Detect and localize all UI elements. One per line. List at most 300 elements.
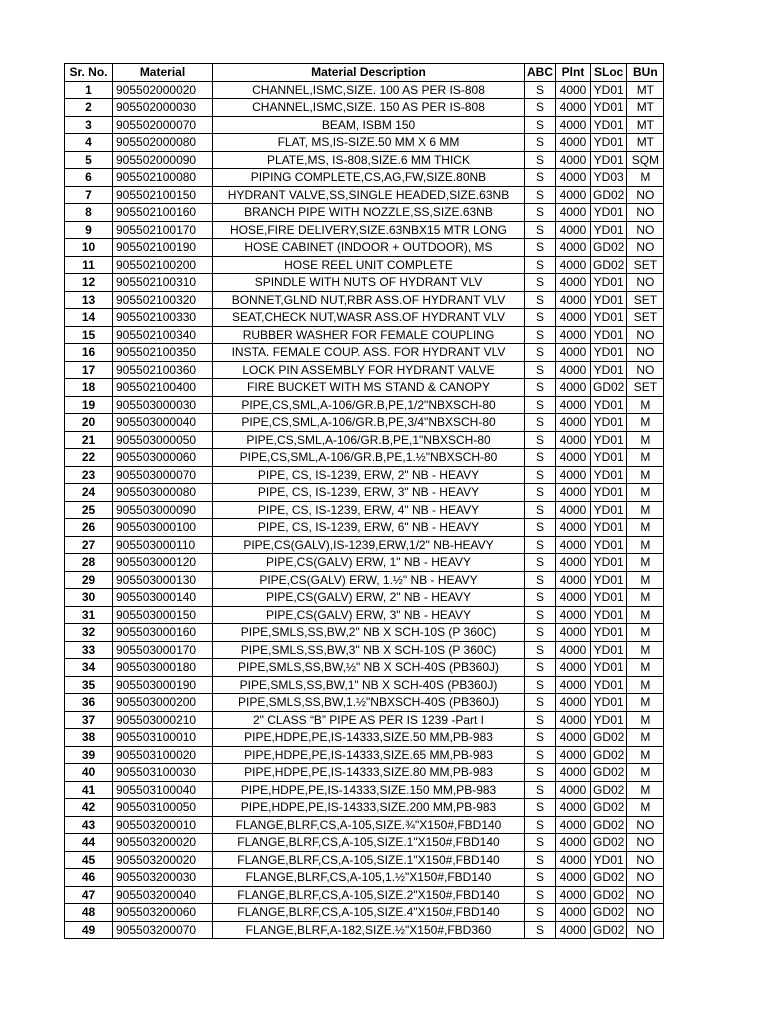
cell-bun: NO [627, 851, 664, 869]
cell-abc: S [525, 519, 556, 537]
table-row [65, 396, 664, 414]
cell-sr-no: 34 [65, 659, 113, 677]
cell-material: 905503100030 [113, 764, 213, 782]
cell-sr-no: 32 [65, 624, 113, 642]
header-material-description: Material Description [213, 64, 525, 82]
table-row [65, 151, 664, 169]
cell-material: 905503000150 [113, 606, 213, 624]
cell-sr-no: 7 [65, 186, 113, 204]
cell-plnt: 4000 [556, 589, 591, 607]
cell-plnt: 4000 [556, 834, 591, 852]
cell-bun: SET [627, 379, 664, 397]
cell-material: 905502000070 [113, 116, 213, 134]
cell-sr-no: 43 [65, 816, 113, 834]
cell-abc: S [525, 309, 556, 327]
cell-sloc: GD02 [591, 904, 627, 922]
cell-sr-no: 40 [65, 764, 113, 782]
cell-bun: NO [627, 221, 664, 239]
cell-material-description: FLANGE,BLRF,CS,A-105,SIZE.4"X150#,FBD140 [213, 904, 525, 922]
cell-abc: S [525, 431, 556, 449]
cell-sr-no: 45 [65, 851, 113, 869]
cell-sloc: YD01 [591, 501, 627, 519]
cell-sloc: GD02 [591, 379, 627, 397]
table-row [65, 221, 664, 239]
cell-sloc: GD02 [591, 746, 627, 764]
header-abc: ABC [525, 64, 556, 82]
table-row [65, 834, 664, 852]
cell-abc: S [525, 379, 556, 397]
cell-material: 905503000170 [113, 641, 213, 659]
cell-sr-no: 42 [65, 799, 113, 817]
cell-bun: NO [627, 361, 664, 379]
cell-material: 905502100340 [113, 326, 213, 344]
cell-sloc: YD01 [591, 291, 627, 309]
cell-material: 905503200020 [113, 851, 213, 869]
cell-abc: S [525, 151, 556, 169]
cell-bun: NO [627, 326, 664, 344]
cell-material-description: PIPE,SMLS,SS,BW,3" NB X SCH-10S (P 360C) [213, 641, 525, 659]
cell-sloc: YD03 [591, 169, 627, 187]
cell-plnt: 4000 [556, 396, 591, 414]
cell-plnt: 4000 [556, 274, 591, 292]
cell-abc: S [525, 694, 556, 712]
header-bun: BUn [627, 64, 664, 82]
cell-plnt: 4000 [556, 449, 591, 467]
cell-material-description: BONNET,GLND NUT,RBR ASS.OF HYDRANT VLV [213, 291, 525, 309]
cell-material-description: HOSE REEL UNIT COMPLETE [213, 256, 525, 274]
table-row [65, 204, 664, 222]
cell-plnt: 4000 [556, 239, 591, 257]
cell-sloc: YD01 [591, 344, 627, 362]
cell-bun: M [627, 589, 664, 607]
cell-material-description: PIPE,CS,SML,A-106/GR.B,PE,3/4"NBXSCH-80 [213, 414, 525, 432]
cell-abc: S [525, 921, 556, 939]
table-row [65, 764, 664, 782]
cell-abc: S [525, 169, 556, 187]
cell-bun: M [627, 694, 664, 712]
cell-bun: M [627, 519, 664, 537]
cell-material-description: PIPE,SMLS,SS,BW,1.½"NBXSCH-40S (PB360J) [213, 694, 525, 712]
cell-bun: M [627, 169, 664, 187]
table-row [65, 414, 664, 432]
cell-material-description: BRANCH PIPE WITH NOZZLE,SS,SIZE.63NB [213, 204, 525, 222]
table-row [65, 799, 664, 817]
cell-material: 905502100330 [113, 309, 213, 327]
cell-material-description: HOSE,FIRE DELIVERY,SIZE.63NBX15 MTR LONG [213, 221, 525, 239]
cell-material-description: HOSE CABINET (INDOOR + OUTDOOR), MS [213, 239, 525, 257]
cell-sr-no: 14 [65, 309, 113, 327]
cell-plnt: 4000 [556, 431, 591, 449]
cell-sr-no: 41 [65, 781, 113, 799]
cell-material-description: PIPE, CS, IS-1239, ERW, 6" NB - HEAVY [213, 519, 525, 537]
cell-sloc: YD01 [591, 134, 627, 152]
cell-abc: S [525, 344, 556, 362]
cell-sr-no: 17 [65, 361, 113, 379]
table-row [65, 624, 664, 642]
cell-material: 905503200040 [113, 886, 213, 904]
cell-sloc: YD01 [591, 361, 627, 379]
table-row [65, 99, 664, 117]
cell-sloc: YD01 [591, 414, 627, 432]
cell-sloc: YD01 [591, 624, 627, 642]
cell-material-description: PIPE,SMLS,SS,BW,1" NB X SCH-40S (PB360J) [213, 676, 525, 694]
cell-sr-no: 29 [65, 571, 113, 589]
cell-material-description: SEAT,CHECK NUT,WASR ASS.OF HYDRANT VLV [213, 309, 525, 327]
cell-material: 905503000180 [113, 659, 213, 677]
cell-bun: M [627, 711, 664, 729]
cell-material-description: FLANGE,BLRF,CS,A-105,1.½"X150#,FBD140 [213, 869, 525, 887]
cell-plnt: 4000 [556, 134, 591, 152]
cell-sloc: GD02 [591, 834, 627, 852]
cell-sloc: YD01 [591, 851, 627, 869]
cell-material-description: PIPE, CS, IS-1239, ERW, 3" NB - HEAVY [213, 484, 525, 502]
cell-abc: S [525, 781, 556, 799]
cell-material-description: INSTA. FEMALE COUP. ASS. FOR HYDRANT VLV [213, 344, 525, 362]
cell-plnt: 4000 [556, 484, 591, 502]
cell-material: 905502000090 [113, 151, 213, 169]
table-row [65, 431, 664, 449]
cell-bun: M [627, 571, 664, 589]
cell-sloc: GD02 [591, 729, 627, 747]
cell-sloc: GD02 [591, 816, 627, 834]
cell-material-description: PIPE,CS,SML,A-106/GR.B,PE,1"NBXSCH-80 [213, 431, 525, 449]
cell-material-description: PIPE,SMLS,SS,BW,2" NB X SCH-10S (P 360C) [213, 624, 525, 642]
cell-bun: MT [627, 81, 664, 99]
cell-sr-no: 38 [65, 729, 113, 747]
cell-bun: M [627, 641, 664, 659]
cell-material: 905503100050 [113, 799, 213, 817]
cell-sloc: GD02 [591, 886, 627, 904]
cell-plnt: 4000 [556, 816, 591, 834]
cell-material-description: FLAT, MS,IS-SIZE.50 MM X 6 MM [213, 134, 525, 152]
table-row [65, 501, 664, 519]
cell-sr-no: 47 [65, 886, 113, 904]
cell-material-description: HYDRANT VALVE,SS,SINGLE HEADED,SIZE.63NB [213, 186, 525, 204]
cell-plnt: 4000 [556, 81, 591, 99]
cell-abc: S [525, 361, 556, 379]
cell-sloc: YD01 [591, 536, 627, 554]
cell-sloc: YD01 [591, 449, 627, 467]
table-row [65, 484, 664, 502]
table-row [65, 886, 664, 904]
cell-sloc: YD01 [591, 99, 627, 117]
cell-sr-no: 37 [65, 711, 113, 729]
cell-material-description: PLATE,MS, IS-808,SIZE.6 MM THICK [213, 151, 525, 169]
cell-sloc: YD01 [591, 554, 627, 572]
cell-bun: NO [627, 344, 664, 362]
cell-sr-no: 13 [65, 291, 113, 309]
cell-sloc: GD02 [591, 781, 627, 799]
table-row [65, 326, 664, 344]
table-row [65, 344, 664, 362]
table-row [65, 186, 664, 204]
cell-sr-no: 20 [65, 414, 113, 432]
cell-abc: S [525, 396, 556, 414]
cell-plnt: 4000 [556, 221, 591, 239]
cell-sr-no: 26 [65, 519, 113, 537]
cell-material: 905502100150 [113, 186, 213, 204]
table-row [65, 816, 664, 834]
cell-sr-no: 39 [65, 746, 113, 764]
cell-sr-no: 16 [65, 344, 113, 362]
table-row [65, 274, 664, 292]
cell-sloc: GD02 [591, 186, 627, 204]
cell-material: 905503000140 [113, 589, 213, 607]
table-row [65, 869, 664, 887]
cell-sr-no: 27 [65, 536, 113, 554]
cell-sloc: GD02 [591, 869, 627, 887]
table-row [65, 309, 664, 327]
table-row [65, 291, 664, 309]
cell-material: 905503000080 [113, 484, 213, 502]
cell-abc: S [525, 834, 556, 852]
cell-material: 905503200020 [113, 834, 213, 852]
cell-material: 905502100080 [113, 169, 213, 187]
cell-sr-no: 36 [65, 694, 113, 712]
cell-sr-no: 10 [65, 239, 113, 257]
cell-sr-no: 49 [65, 921, 113, 939]
table-row [65, 606, 664, 624]
cell-plnt: 4000 [556, 781, 591, 799]
cell-bun: M [627, 659, 664, 677]
cell-sr-no: 25 [65, 501, 113, 519]
cell-abc: S [525, 414, 556, 432]
cell-sloc: YD01 [591, 694, 627, 712]
cell-material-description: PIPE,CS(GALV) ERW, 1.½" NB - HEAVY [213, 571, 525, 589]
cell-bun: M [627, 554, 664, 572]
cell-sr-no: 2 [65, 99, 113, 117]
cell-sloc: YD01 [591, 466, 627, 484]
header-plnt: Plnt [556, 64, 591, 82]
cell-abc: S [525, 869, 556, 887]
cell-abc: S [525, 554, 556, 572]
cell-sr-no: 24 [65, 484, 113, 502]
cell-material: 905502100350 [113, 344, 213, 362]
cell-bun: M [627, 729, 664, 747]
cell-material: 905503000090 [113, 501, 213, 519]
cell-abc: S [525, 816, 556, 834]
cell-bun: NO [627, 904, 664, 922]
cell-plnt: 4000 [556, 186, 591, 204]
cell-material: 905502100310 [113, 274, 213, 292]
cell-material: 905503200010 [113, 816, 213, 834]
cell-abc: S [525, 886, 556, 904]
cell-sloc: YD01 [591, 151, 627, 169]
table-row [65, 781, 664, 799]
cell-bun: SQM [627, 151, 664, 169]
cell-bun: M [627, 396, 664, 414]
cell-material-description: PIPE,HDPE,PE,IS-14333,SIZE.150 MM,PB-983 [213, 781, 525, 799]
cell-plnt: 4000 [556, 536, 591, 554]
cell-sr-no: 18 [65, 379, 113, 397]
cell-bun: MT [627, 99, 664, 117]
cell-abc: S [525, 81, 556, 99]
cell-abc: S [525, 589, 556, 607]
cell-sr-no: 30 [65, 589, 113, 607]
cell-abc: S [525, 134, 556, 152]
table-row [65, 536, 664, 554]
cell-material: 905502100190 [113, 239, 213, 257]
cell-bun: M [627, 676, 664, 694]
header-material: Material [113, 64, 213, 82]
cell-material-description: RUBBER WASHER FOR FEMALE COUPLING [213, 326, 525, 344]
cell-bun: M [627, 624, 664, 642]
cell-sloc: YD01 [591, 659, 627, 677]
cell-sloc: YD01 [591, 326, 627, 344]
cell-material: 905503000200 [113, 694, 213, 712]
cell-abc: S [525, 851, 556, 869]
cell-sr-no: 8 [65, 204, 113, 222]
table-row [65, 134, 664, 152]
table-row [65, 81, 664, 99]
table-row [65, 361, 664, 379]
cell-material: 905502000020 [113, 81, 213, 99]
cell-material: 905503000160 [113, 624, 213, 642]
cell-material: 905503200060 [113, 904, 213, 922]
cell-abc: S [525, 606, 556, 624]
cell-sr-no: 3 [65, 116, 113, 134]
cell-material: 905503000060 [113, 449, 213, 467]
cell-material-description: CHANNEL,ISMC,SIZE. 100 AS PER IS-808 [213, 81, 525, 99]
table-row [65, 711, 664, 729]
cell-bun: NO [627, 274, 664, 292]
cell-material: 905503100010 [113, 729, 213, 747]
cell-bun: SET [627, 256, 664, 274]
cell-material: 905503000120 [113, 554, 213, 572]
cell-bun: M [627, 764, 664, 782]
cell-bun: NO [627, 204, 664, 222]
cell-plnt: 4000 [556, 869, 591, 887]
cell-plnt: 4000 [556, 99, 591, 117]
cell-material: 905502100360 [113, 361, 213, 379]
cell-sloc: GD02 [591, 256, 627, 274]
cell-abc: S [525, 256, 556, 274]
cell-material: 905503000040 [113, 414, 213, 432]
cell-abc: S [525, 99, 556, 117]
cell-plnt: 4000 [556, 606, 591, 624]
cell-sr-no: 12 [65, 274, 113, 292]
cell-material-description: PIPE,CS(GALV) ERW, 1" NB - HEAVY [213, 554, 525, 572]
cell-sloc: YD01 [591, 221, 627, 239]
cell-material-description: PIPE,HDPE,PE,IS-14333,SIZE.200 MM,PB-983 [213, 799, 525, 817]
cell-bun: M [627, 746, 664, 764]
cell-plnt: 4000 [556, 921, 591, 939]
cell-sr-no: 5 [65, 151, 113, 169]
cell-plnt: 4000 [556, 624, 591, 642]
cell-material: 905503000050 [113, 431, 213, 449]
cell-plnt: 4000 [556, 309, 591, 327]
cell-sloc: YD01 [591, 641, 627, 659]
cell-sloc: YD01 [591, 484, 627, 502]
cell-material-description: PIPE,HDPE,PE,IS-14333,SIZE.50 MM,PB-983 [213, 729, 525, 747]
cell-sr-no: 28 [65, 554, 113, 572]
cell-plnt: 4000 [556, 571, 591, 589]
cell-material-description: FLANGE,BLRF,CS,A-105,SIZE.¾"X150#,FBD140 [213, 816, 525, 834]
cell-plnt: 4000 [556, 291, 591, 309]
cell-bun: NO [627, 869, 664, 887]
cell-material-description: SPINDLE WITH NUTS OF HYDRANT VLV [213, 274, 525, 292]
cell-sloc: YD01 [591, 711, 627, 729]
cell-sloc: YD01 [591, 676, 627, 694]
cell-material-description: PIPE,CS(GALV) ERW, 3" NB - HEAVY [213, 606, 525, 624]
cell-abc: S [525, 239, 556, 257]
table-row [65, 659, 664, 677]
cell-abc: S [525, 729, 556, 747]
cell-sloc: YD01 [591, 571, 627, 589]
cell-plnt: 4000 [556, 711, 591, 729]
table-row [65, 256, 664, 274]
cell-sloc: YD01 [591, 606, 627, 624]
cell-material-description: PIPE,CS(GALV) ERW, 2" NB - HEAVY [213, 589, 525, 607]
cell-material-description: PIPING COMPLETE,CS,AG,FW,SIZE.80NB [213, 169, 525, 187]
material-table [64, 63, 664, 939]
cell-bun: M [627, 799, 664, 817]
cell-material-description: FLANGE,BLRF,CS,A-105,SIZE.1"X150#,FBD140 [213, 834, 525, 852]
cell-material: 905503000100 [113, 519, 213, 537]
cell-abc: S [525, 571, 556, 589]
cell-plnt: 4000 [556, 764, 591, 782]
cell-sloc: YD01 [591, 81, 627, 99]
header-sloc: SLoc [591, 64, 627, 82]
cell-plnt: 4000 [556, 729, 591, 747]
cell-sloc: GD02 [591, 921, 627, 939]
cell-abc: S [525, 186, 556, 204]
cell-plnt: 4000 [556, 344, 591, 362]
cell-material: 905503000030 [113, 396, 213, 414]
cell-material: 905502000030 [113, 99, 213, 117]
header-row [65, 64, 664, 82]
cell-abc: S [525, 501, 556, 519]
cell-bun: M [627, 414, 664, 432]
cell-sr-no: 31 [65, 606, 113, 624]
table-row [65, 904, 664, 922]
cell-abc: S [525, 676, 556, 694]
table-row [65, 851, 664, 869]
cell-material-description: PIPE,HDPE,PE,IS-14333,SIZE.80 MM,PB-983 [213, 764, 525, 782]
cell-sloc: YD01 [591, 274, 627, 292]
cell-abc: S [525, 904, 556, 922]
cell-abc: S [525, 746, 556, 764]
cell-sr-no: 44 [65, 834, 113, 852]
cell-abc: S [525, 449, 556, 467]
cell-plnt: 4000 [556, 694, 591, 712]
table-row [65, 554, 664, 572]
cell-bun: MT [627, 116, 664, 134]
cell-material-description: FIRE BUCKET WITH MS STAND & CANOPY [213, 379, 525, 397]
cell-plnt: 4000 [556, 414, 591, 432]
cell-sr-no: 19 [65, 396, 113, 414]
cell-abc: S [525, 221, 556, 239]
cell-bun: M [627, 431, 664, 449]
cell-bun: NO [627, 816, 664, 834]
table-row [65, 449, 664, 467]
cell-sloc: YD01 [591, 204, 627, 222]
cell-plnt: 4000 [556, 851, 591, 869]
cell-material: 905502000080 [113, 134, 213, 152]
cell-material-description: FLANGE,BLRF,A-182,SIZE.½"X150#,FBD360 [213, 921, 525, 939]
cell-plnt: 4000 [556, 256, 591, 274]
cell-sloc: YD01 [591, 589, 627, 607]
cell-abc: S [525, 274, 556, 292]
cell-sloc: YD01 [591, 309, 627, 327]
cell-material: 905503100040 [113, 781, 213, 799]
cell-material: 905503000210 [113, 711, 213, 729]
cell-bun: NO [627, 239, 664, 257]
cell-plnt: 4000 [556, 641, 591, 659]
cell-plnt: 4000 [556, 554, 591, 572]
cell-bun: MT [627, 134, 664, 152]
cell-material: 905503200070 [113, 921, 213, 939]
